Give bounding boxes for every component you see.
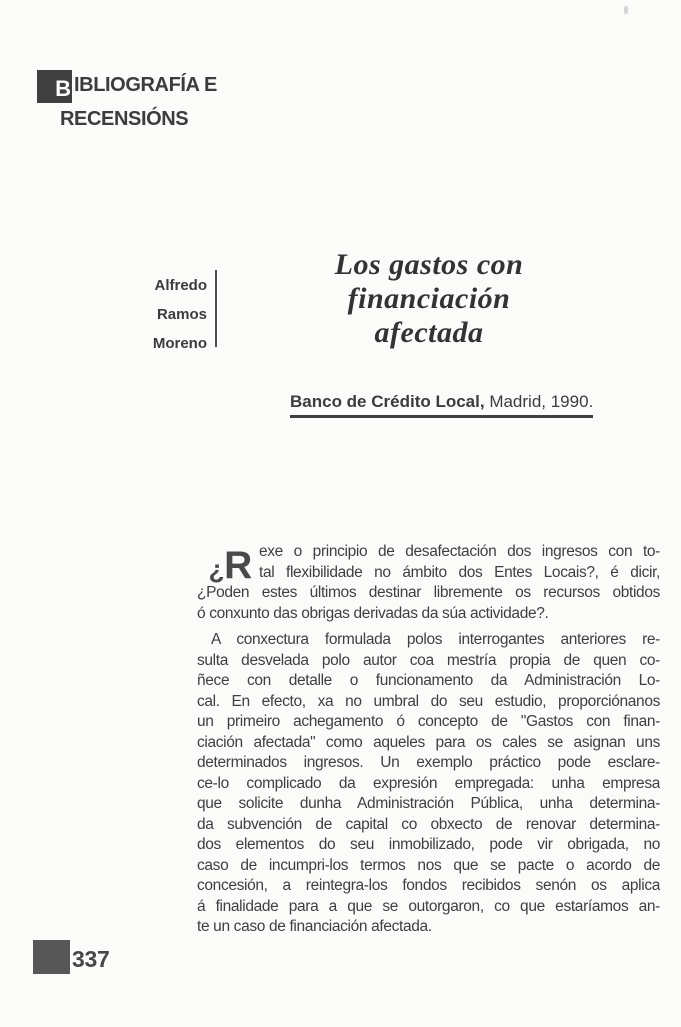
body-line: dos elementos do seu inmobilizado, pode vir obrigada, no xyxy=(197,836,660,853)
body-line: ñece con detalle o funcionamento da Administración Lo- xyxy=(197,672,660,689)
masthead-square xyxy=(37,70,72,103)
author-divider-rule xyxy=(215,270,217,347)
body-line: determinados ingresos. Un exemplo práctico pode esclare- xyxy=(197,754,660,771)
author-name: Alfredo xyxy=(154,277,207,294)
book-title-line: afectada xyxy=(374,316,484,349)
body-line: un primeiro achegamento ó concepto de "Gastos con finan- xyxy=(197,713,660,730)
book-title xyxy=(240,248,618,350)
body-line: te un caso de financiación afectada. xyxy=(197,918,432,935)
citation-place-year: Madrid, 1990. xyxy=(484,392,594,411)
body-line: sulta desvelada polo autor coa mestría propia de quen co- xyxy=(197,651,660,669)
paragraph-second xyxy=(197,630,660,938)
masthead-initial: B xyxy=(55,76,71,101)
page-number: 337 xyxy=(72,946,110,972)
citation xyxy=(290,391,593,418)
body-line: A conxectura formulada polos interrogantes anteriores re- xyxy=(211,631,660,648)
body-line: que solicite dunha Administración Pública, unha determina- xyxy=(197,795,660,812)
body-line: ó conxunto das obrigas derivadas da súa actividade?. xyxy=(197,604,549,622)
page-number-square xyxy=(33,940,70,974)
masthead-title-line1: IBLIOGRAFÍA E xyxy=(74,74,217,96)
dropcap-question-mark: ¿ xyxy=(208,554,225,584)
body-line: á finalidade para a que se outorgaron, co que estaríamos an- xyxy=(197,897,660,915)
dropcap-letter: R xyxy=(224,544,252,587)
body-line: cal. En efecto, xa no umbral do seu estudio, proporciónanos xyxy=(197,692,660,710)
body-line: da subvención de capital co obxecto de renovar determina- xyxy=(197,815,660,833)
body-line: concesión, a reintegra-los fondos recibidos senón os aplica xyxy=(197,877,660,894)
body-line: ce-lo complicado da expresión empregada: unha empresa xyxy=(197,774,660,792)
body-line: caso de incumpri-los termos nos que se pacte o acordo de xyxy=(197,856,660,874)
citation-publisher: Banco de Crédito Local, xyxy=(290,392,485,411)
dropcap xyxy=(197,542,259,587)
book-title-line: financiación xyxy=(347,282,511,315)
paragraph-first xyxy=(197,542,660,624)
scan-artifact xyxy=(624,6,628,14)
author-name: Moreno xyxy=(152,335,207,352)
author-name: Ramos xyxy=(156,306,207,323)
body-line: ¿Poden estes últimos destinar libremente os recursos obtidos xyxy=(197,584,660,601)
book-title-line: Los gastos con xyxy=(334,248,524,281)
body-line: exe o principio de desafectación dos ingresos con to- xyxy=(259,543,660,560)
review-body xyxy=(197,542,660,938)
body-line: tal flexibilidade no ámbito dos Entes Locais?, é dicir, xyxy=(259,563,660,581)
body-line: ciación afectada" como aqueles para os cales se asignan uns xyxy=(197,733,660,751)
masthead-title-line2: RECENSIÓNS xyxy=(60,108,189,130)
author-block xyxy=(95,271,207,358)
